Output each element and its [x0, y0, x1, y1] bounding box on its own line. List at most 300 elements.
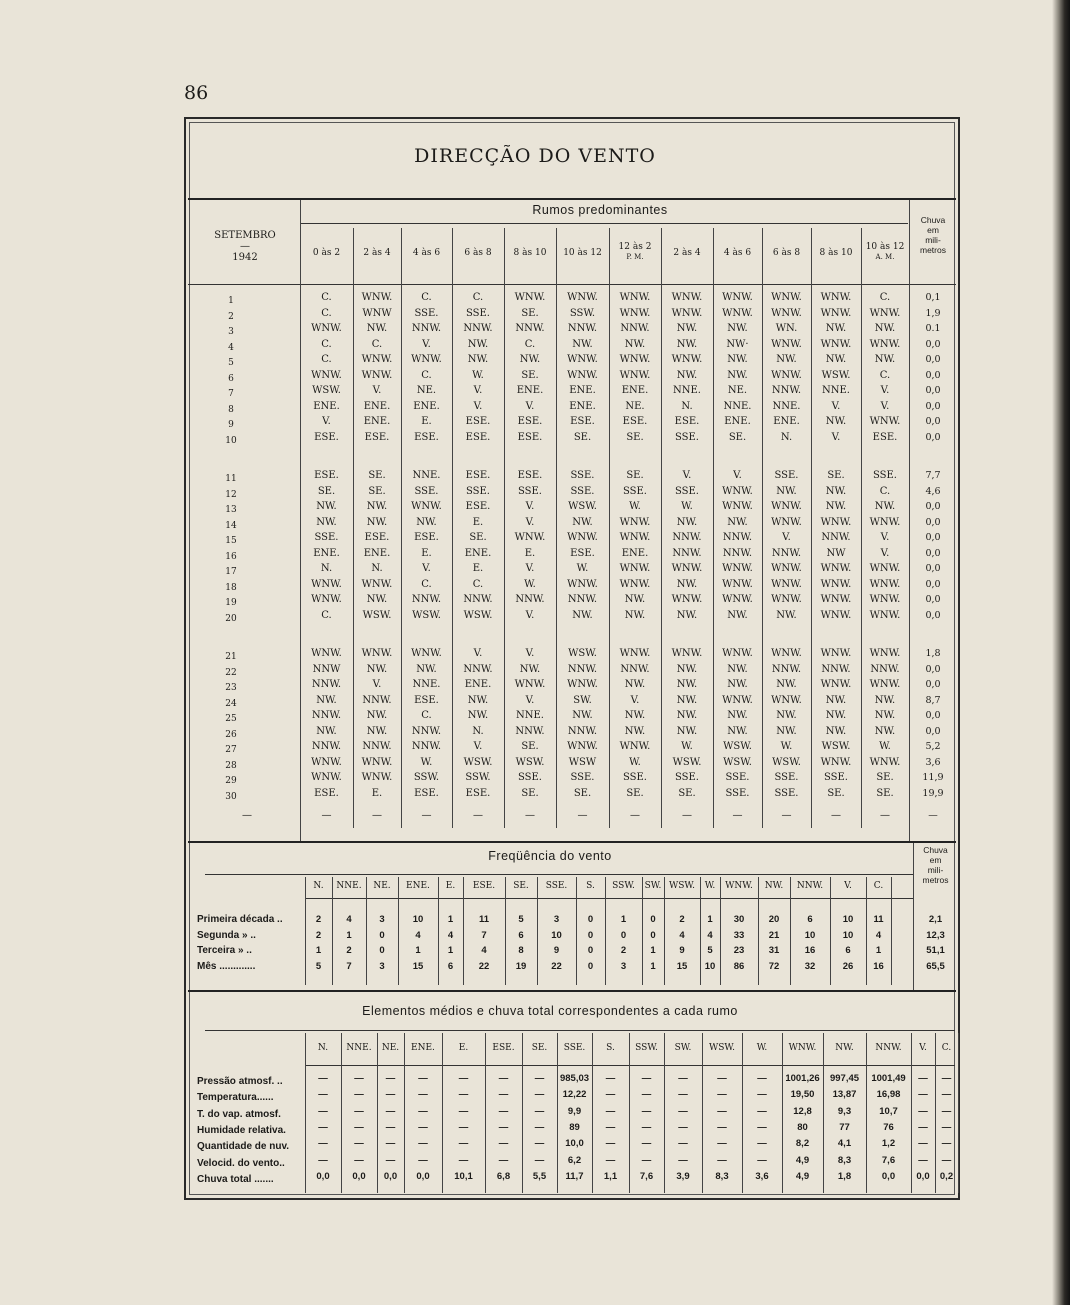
wind-direction-cell: NNW [312, 663, 341, 675]
frequency-cell: 9 [679, 945, 685, 956]
wind-direction-cell: WNW. [567, 679, 598, 691]
frequency-column-header: C. [873, 881, 884, 891]
elements-cell: — [318, 1154, 328, 1166]
day-number: 24 [225, 698, 237, 709]
wind-direction-cell: WNW. [671, 648, 703, 659]
frequency-cell: 6 [447, 960, 454, 972]
frequency-column-header: N. [313, 881, 324, 891]
elements-column-header: NNE. [346, 1043, 372, 1053]
frequency-cell: 2 [620, 945, 627, 956]
rain-cell: 0,0 [925, 516, 941, 528]
rain-cell: 0,0 [925, 501, 941, 513]
elements-cell: 8,3 [715, 1170, 729, 1182]
wind-direction-cell: SSE. [622, 485, 647, 497]
wind-direction-cell: WNW. [722, 648, 753, 659]
freq-header-divider [305, 898, 913, 899]
wind-direction-cell: W. [780, 741, 793, 753]
wind-direction-cell: E. [421, 547, 432, 559]
wind-direction-cell: NW. [519, 354, 541, 366]
wind-direction-cell: NNE. [412, 470, 441, 481]
elements-row-label: Quantidade de nuv. [197, 1141, 290, 1153]
elements-cell: — [605, 1073, 616, 1084]
wind-direction-cell: ESE. [465, 470, 491, 481]
elements-cell: 76 [883, 1121, 894, 1133]
wind-direction-cell: NW. [624, 594, 646, 606]
wind-direction-cell: WNW. [869, 609, 901, 621]
dash-cell: — [473, 810, 483, 821]
wind-direction-cell: C. [879, 292, 891, 303]
wind-direction-cell: NW. [727, 323, 748, 335]
rain-cell: 0,1 [925, 292, 941, 303]
wind-direction-cell: NW. [366, 725, 388, 737]
frequency-cell: 22 [478, 960, 490, 972]
frequency-cell: 3 [379, 914, 385, 925]
wind-direction-cell: NW. [776, 609, 797, 621]
wind-direction-cell: V. [525, 694, 535, 706]
elements-cell: 7,6 [881, 1154, 896, 1166]
rain-cell: 0,0 [925, 563, 941, 575]
wind-direction-cell: WNW. [311, 756, 342, 768]
elements-cell: 4,9 [795, 1154, 810, 1166]
wind-direction-cell: NNW. [411, 594, 442, 606]
frequency-cell: 4 [346, 914, 352, 925]
elements-cell: 997,45 [829, 1073, 860, 1084]
frequency-cell: 11 [478, 914, 490, 925]
wind-direction-cell: WNW. [869, 578, 901, 590]
wind-direction-cell: C. [321, 307, 332, 319]
wind-direction-cell: SE. [317, 485, 336, 497]
wind-direction-cell: WNW. [311, 578, 342, 590]
wind-direction-cell: WNW. [514, 532, 546, 544]
wind-direction-cell: ESE. [314, 431, 339, 443]
frequency-cell: 5 [315, 960, 322, 972]
wind-direction-cell: WNW. [361, 354, 393, 366]
wind-direction-cell: WN. [775, 323, 798, 335]
wind-direction-cell: V. [422, 338, 431, 350]
elements-cell: — [717, 1089, 727, 1101]
wind-direction-cell: WNW. [771, 694, 802, 706]
wind-direction-cell: WNW. [619, 578, 651, 590]
wind-direction-cell: C. [421, 578, 432, 590]
elements-cell: — [354, 1073, 364, 1084]
wind-direction-cell: NW. [825, 725, 847, 737]
wind-direction-cell: WNW. [771, 648, 802, 659]
rain-cell: 11,9 [922, 772, 944, 784]
wind-direction-cell: NNE. [516, 710, 544, 722]
elements-cell: — [498, 1138, 509, 1150]
elements-cell: — [354, 1121, 364, 1133]
wind-direction-cell: WNW. [771, 292, 802, 303]
rain-cell: 1,8 [925, 648, 941, 659]
wind-direction-cell: NNW. [672, 532, 702, 544]
elements-cell: — [641, 1138, 652, 1150]
wind-direction-cell: NW. [676, 338, 698, 350]
elements-row-label: Temperatura...... [197, 1092, 274, 1104]
elements-cell: — [385, 1089, 396, 1101]
day-number: 16 [225, 551, 237, 562]
elements-cell: 6,8 [496, 1170, 511, 1182]
wind-direction-cell: NNW. [311, 679, 342, 691]
wind-direction-cell: SSE. [725, 787, 750, 799]
wind-direction-cell: NNW. [567, 725, 598, 737]
wind-direction-cell: W. [472, 369, 484, 381]
wind-direction-cell: ESE. [414, 431, 439, 443]
wind-direction-cell: NW. [825, 323, 847, 335]
hour-column-header: 12 às 2 [618, 242, 652, 252]
frequency-column-header: E. [445, 881, 456, 891]
elements-cell: 11,7 [565, 1170, 584, 1182]
wind-direction-cell: NNE. [822, 385, 850, 397]
wind-direction-cell: NW. [727, 663, 748, 675]
elements-column-header: N. [317, 1043, 329, 1053]
wind-direction-cell: WNW. [311, 594, 342, 606]
frequency-cell: 0 [650, 914, 656, 925]
frequency-cell: 1 [447, 945, 454, 956]
frequency-cell: 16 [804, 945, 816, 956]
wind-direction-cell: NW. [366, 594, 388, 606]
frequency-cell: 8 [518, 945, 524, 956]
wind-direction-cell: ENE. [621, 385, 649, 397]
wind-direction-cell: W. [681, 501, 693, 513]
elements-cell: 985,03 [559, 1073, 590, 1084]
wind-direction-cell: SSE. [414, 307, 439, 319]
wind-direction-cell: WSW. [672, 756, 702, 768]
year-label: 1942 [232, 252, 258, 263]
wind-direction-cell: C. [321, 354, 332, 366]
frequency-cell: 3 [553, 914, 560, 925]
frequency-rain-cell: 12,3 [926, 929, 945, 941]
wind-direction-cell: ESE. [465, 787, 491, 799]
wind-direction-cell: V. [372, 679, 382, 691]
wind-direction-cell: W. [576, 563, 589, 575]
elements-cell: 7,6 [639, 1170, 654, 1182]
wind-direction-cell: NW. [676, 609, 698, 621]
wind-direction-cell: SSE. [465, 485, 490, 497]
wind-direction-cell: WNW. [671, 594, 703, 606]
elements-cell: — [605, 1154, 616, 1166]
wind-direction-cell: WNW. [619, 563, 651, 575]
frequency-cell: 0 [587, 929, 594, 941]
frequency-cell: 1 [447, 914, 454, 925]
elements-column-header: S. [606, 1043, 615, 1053]
wind-direction-cell: NW. [874, 694, 896, 706]
elements-cell: 1,2 [881, 1138, 896, 1150]
wind-direction-cell: ENE. [516, 385, 544, 397]
frequency-cell: 7 [481, 929, 487, 941]
frequency-cell: 0 [587, 960, 594, 972]
elements-cell: — [918, 1154, 928, 1166]
rain-cell: 0,0 [925, 725, 941, 737]
elements-cell: 4,1 [837, 1138, 852, 1150]
dash-cell: — [525, 810, 535, 821]
elements-cell: 3,6 [755, 1170, 769, 1182]
wind-direction-cell: ENE. [464, 547, 492, 559]
book-spine-shadow [1052, 0, 1070, 1305]
wind-direction-cell: V. [880, 385, 890, 397]
elements-cell: 12,22 [562, 1089, 587, 1101]
wind-direction-cell: ESE. [674, 416, 700, 428]
elements-cell: 0,0 [383, 1170, 398, 1182]
wind-direction-cell: SE. [521, 307, 539, 319]
wind-direction-cell: WNW. [567, 292, 598, 303]
elements-cell: 0,2 [939, 1170, 954, 1182]
elements-row-label: Chuva total ....... [197, 1173, 274, 1185]
wind-direction-cell: NW. [776, 679, 797, 691]
elements-column-header: V. [919, 1043, 927, 1053]
elements-cell: — [458, 1089, 469, 1101]
elements-column-header: SSW. [635, 1043, 658, 1053]
wind-direction-cell: NW. [727, 710, 748, 722]
wind-direction-cell: NW. [874, 725, 896, 737]
rain-cell: 0,0 [925, 416, 941, 428]
elements-cell: — [385, 1073, 396, 1084]
wind-direction-cell: ESE. [517, 431, 543, 443]
wind-direction-cell: NNW. [870, 663, 900, 675]
frequency-cell: 16 [873, 960, 884, 972]
elements-cell: — [918, 1089, 928, 1101]
wind-direction-cell: V. [422, 563, 431, 575]
rain-cell: 3,6 [925, 756, 941, 768]
elements-cell: — [318, 1121, 328, 1133]
elements-cell: — [605, 1138, 616, 1150]
wind-direction-cell: SE. [521, 741, 539, 753]
wind-direction-cell: WNW. [722, 563, 753, 575]
frequency-cell: 4 [415, 929, 421, 941]
elements-cell: — [318, 1089, 328, 1101]
frequency-column-header: NNW. [796, 881, 824, 891]
elements-column-header: ESE. [492, 1043, 515, 1053]
wind-direction-cell: NW. [676, 679, 698, 691]
elements-cell: — [641, 1121, 652, 1133]
wind-direction-cell: SSE. [314, 532, 339, 544]
wind-direction-cell: NW. [676, 694, 698, 706]
day-number: 12 [225, 489, 237, 500]
elements-cell: — [458, 1121, 469, 1133]
wind-direction-cell: W. [681, 741, 693, 753]
wind-direction-cell: NNE. [673, 385, 701, 397]
day-number: 27 [225, 745, 237, 756]
wind-direction-cell: C. [321, 609, 332, 621]
wind-direction-cell: WSW. [821, 741, 851, 753]
dash-cell: — [630, 810, 640, 821]
wind-direction-cell: WSW. [772, 756, 801, 768]
wind-direction-cell: SSE. [774, 772, 799, 784]
wind-direction-cell: NW. [572, 710, 593, 722]
frequency-cell: 6 [518, 929, 524, 941]
elements-cell: 3,9 [676, 1170, 690, 1182]
wind-direction-cell: WNW. [722, 578, 753, 590]
frequency-cell: 0 [650, 929, 656, 941]
elements-column-header: NNW. [875, 1043, 902, 1053]
wind-direction-cell: WNW. [722, 292, 753, 303]
wind-direction-cell: WNW. [820, 292, 852, 303]
wind-direction-cell: V. [782, 532, 791, 544]
frequency-cell: 4 [679, 929, 685, 941]
wind-direction-cell: SSE. [622, 772, 647, 784]
frequency-cell: 10 [804, 929, 816, 941]
rain-heading-line: em [927, 225, 939, 235]
wind-direction-cell: SE. [876, 787, 894, 799]
frequency-cell: 7 [346, 960, 352, 972]
elements-column-header: ENE. [411, 1043, 435, 1053]
elements-cell: — [918, 1138, 928, 1150]
wind-direction-cell: WSW. [723, 756, 752, 768]
dash-cell: — [321, 810, 332, 821]
wind-direction-cell: NW. [874, 501, 896, 513]
elements-cell: — [678, 1121, 688, 1133]
wind-direction-cell: NW. [874, 710, 896, 722]
wind-direction-cell: SE. [626, 431, 644, 443]
elements-cell: — [498, 1121, 509, 1133]
elements-cell: 8,2 [795, 1138, 810, 1150]
wind-direction-cell: ESE. [517, 470, 543, 481]
wind-direction-cell: ESE. [414, 694, 439, 706]
wind-direction-cell: V. [880, 532, 890, 544]
wind-direction-cell: NW. [776, 710, 797, 722]
wind-direction-cell: W. [524, 578, 536, 590]
frequency-cell: 1 [650, 945, 656, 956]
elements-cell: — [605, 1121, 616, 1133]
wind-direction-cell: ESE. [570, 547, 595, 559]
wind-direction-cell: ESE. [465, 416, 491, 428]
wind-direction-cell: WNW. [361, 756, 393, 768]
wind-direction-cell: SSE. [517, 485, 542, 497]
rain-cell: 7,7 [925, 470, 941, 481]
elements-cell: — [458, 1073, 469, 1084]
wind-direction-cell: NW. [624, 609, 646, 621]
wind-direction-cell: NW· [726, 338, 749, 350]
wind-direction-cell: ENE. [621, 547, 649, 559]
wind-direction-cell: SSW. [465, 772, 491, 784]
elements-cell: — [941, 1105, 952, 1117]
elements-cell: — [498, 1105, 509, 1117]
elements-heading: Elementos médios e chuva total correspondentes a cada rumo [362, 1004, 738, 1018]
hour-column-header: 8 às 10 [513, 248, 547, 258]
frequency-cell: 4 [447, 929, 454, 941]
frequency-cell: 10 [842, 914, 854, 925]
title-divider [188, 198, 956, 200]
wind-direction-cell: WNW. [361, 772, 393, 784]
column-rule [891, 877, 892, 985]
wind-direction-cell: WSW. [463, 756, 493, 768]
rain-cell: 0,0 [925, 663, 941, 675]
frequency-column-header: NE. [373, 881, 391, 891]
elements-cell: — [318, 1105, 328, 1117]
wind-direction-cell: NW. [825, 485, 847, 497]
wind-direction-cell: SSE. [823, 772, 848, 784]
wind-direction-cell: WNW. [722, 501, 753, 513]
wind-direction-cell: ENE. [313, 400, 340, 412]
elements-cell: 19,50 [790, 1089, 815, 1101]
frequency-cell: 20 [768, 914, 780, 925]
wind-direction-cell: NNW. [411, 725, 442, 737]
elements-cell: 8,3 [837, 1154, 852, 1166]
wind-direction-cell: WSW. [515, 756, 545, 768]
rain-cell: 8,7 [925, 694, 941, 706]
wind-direction-cell: NW. [727, 609, 748, 621]
wind-direction-cell: NW. [519, 663, 541, 675]
frequency-cell: 21 [768, 929, 780, 941]
elements-cell: — [354, 1138, 364, 1150]
day-number: 2 [228, 311, 234, 322]
frequency-cell: 19 [515, 960, 527, 972]
wind-direction-cell: ENE. [363, 416, 391, 428]
wind-direction-cell: NNW. [463, 594, 493, 606]
day-number: 7 [228, 389, 234, 400]
elements-cell: 5,5 [532, 1170, 547, 1182]
frequency-rain-cell: 65,5 [926, 960, 945, 972]
wind-direction-cell: WNW. [619, 292, 651, 303]
wind-direction-cell: WNW. [820, 609, 852, 621]
elements-column-header: WSW. [709, 1043, 735, 1053]
wind-direction-cell: ESE. [570, 416, 595, 428]
hour-column-header: 0 às 2 [312, 248, 341, 258]
wind-direction-cell: NNW. [411, 323, 442, 335]
rain-heading-line: mili- [927, 865, 944, 875]
wind-direction-cell: WNW. [869, 338, 901, 350]
elements-cell: — [605, 1089, 616, 1101]
wind-direction-cell: WNW. [869, 563, 901, 575]
frequency-cell: 15 [412, 960, 424, 972]
wind-direction-cell: V. [473, 385, 483, 397]
frequency-cell: 23 [733, 945, 745, 956]
wind-direction-cell: NNW. [771, 663, 802, 675]
elements-cell: 0,0 [881, 1170, 896, 1182]
wind-direction-cell: C. [472, 292, 484, 303]
elements-cell: 80 [797, 1121, 808, 1133]
elements-cell: — [418, 1089, 428, 1101]
elements-cell: — [534, 1138, 545, 1150]
elements-cell: — [757, 1121, 767, 1133]
frequency-column-header: SSE. [545, 881, 568, 891]
wind-direction-cell: SE. [573, 431, 592, 443]
rain-cell: 0,0 [925, 400, 941, 412]
brace-line-1 [300, 223, 908, 224]
wind-direction-cell: WNW. [311, 323, 342, 335]
day-number: 18 [225, 582, 237, 593]
wind-direction-cell: NNW. [821, 532, 851, 544]
rain-cell: 19,9 [922, 787, 944, 799]
wind-direction-cell: NW. [316, 501, 337, 513]
wind-direction-cell: C. [421, 710, 432, 722]
elements-cell: — [318, 1138, 328, 1150]
elements-column-header: WNW. [788, 1043, 817, 1053]
wind-direction-cell: SE. [827, 470, 845, 481]
wind-direction-cell: NW. [572, 609, 593, 621]
wind-direction-cell: WNW. [361, 648, 393, 659]
elements-cell: — [941, 1138, 952, 1150]
wind-direction-cell: WNW. [820, 679, 852, 691]
frequency-cell: 10 [551, 929, 562, 941]
elements-cell: — [534, 1105, 545, 1117]
hour-column-header: 4 às 6 [723, 248, 752, 258]
wind-direction-cell: WNW. [869, 648, 901, 659]
hour-column-header: 2 às 4 [673, 248, 701, 258]
wind-direction-cell: WNW. [820, 516, 852, 528]
frequency-column-header: SW. [644, 881, 662, 891]
elements-cell: — [678, 1154, 688, 1166]
elements-column-header: SSE. [563, 1043, 586, 1053]
wind-direction-cell: SSE. [674, 485, 699, 497]
wind-direction-cell: NNE. [772, 400, 801, 412]
elements-cell: — [717, 1121, 727, 1133]
rain-cell: 0,0 [925, 547, 941, 559]
elements-cell: — [385, 1121, 396, 1133]
wind-direction-cell: W. [420, 756, 433, 768]
wind-direction-cell: WNW. [820, 307, 852, 319]
wind-direction-cell: SE. [626, 470, 644, 481]
wind-direction-cell: V. [733, 470, 742, 481]
